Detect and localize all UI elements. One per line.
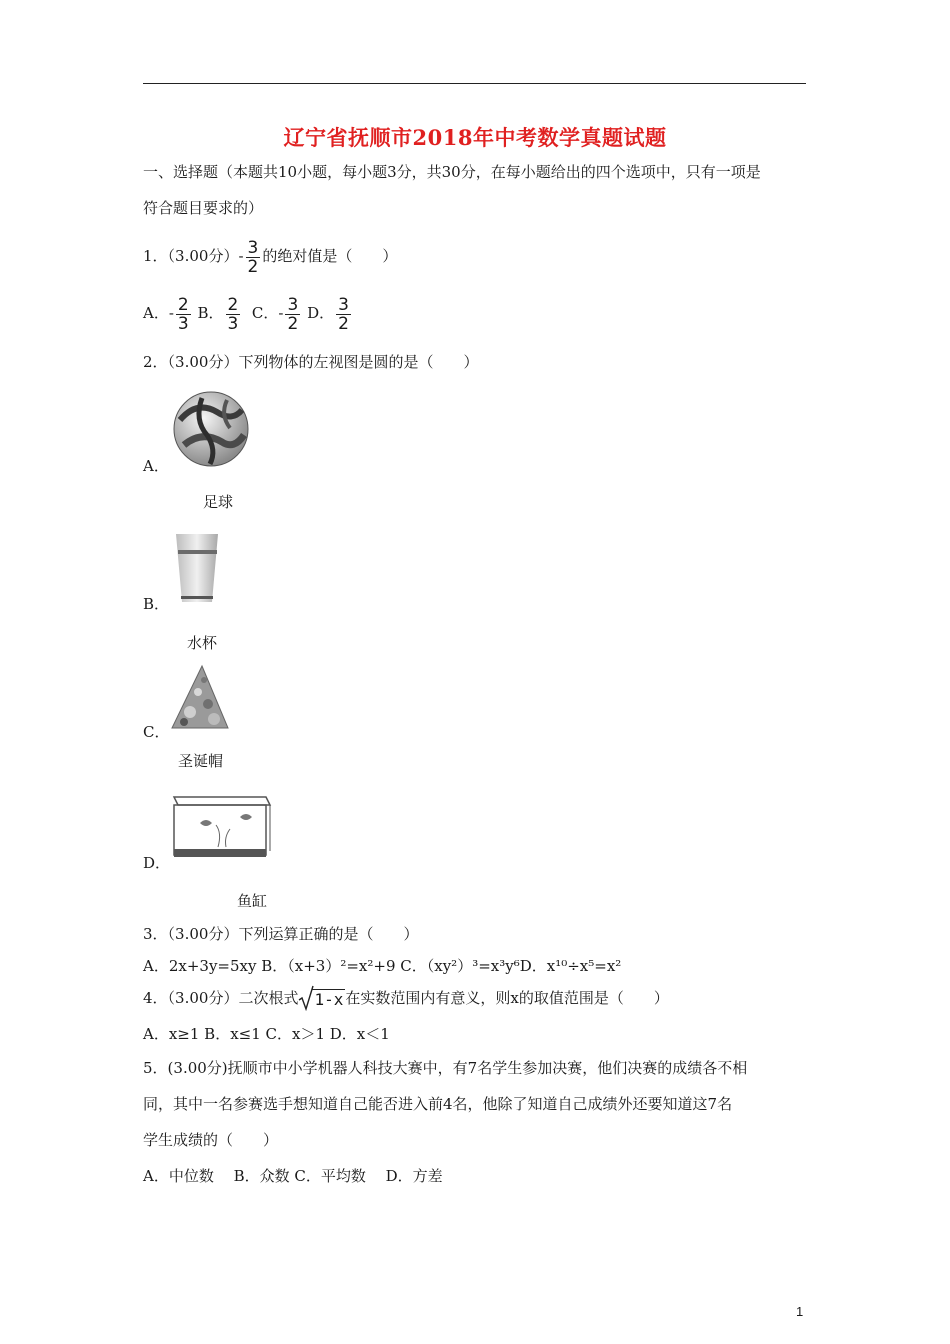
q1-option-d-fraction: $\frac{3}{2}$ — [338, 294, 349, 334]
question-3-options: A．2x+3y=5xy B．（x+3）²=x²+9 C．（xy²）³=x³y⁶D．x¹⁰÷x⁵=x² — [143, 957, 622, 975]
q1-prefix: 1．（3.00分）- — [143, 247, 244, 265]
q2-option-b-label: B． — [143, 595, 170, 613]
q4-suffix: 在实数范围内有意义，则x的取值范围是（ ） — [345, 989, 669, 1007]
q1-option-d-label: D． — [307, 304, 335, 322]
question-4-options: A．x≥1 B．x≤1 C．x＞1 D．x＜1 — [143, 1025, 390, 1043]
q4-prefix: 4．（3.00分）二次根式 — [143, 989, 299, 1007]
q2-option-a-caption: 足球 — [203, 493, 234, 511]
question-2: 2．（3.00分）下列物体的左视图是圆的是（ ） — [143, 353, 479, 371]
question-5-line1: 5．(3.00分)抚顺市中小学机器人科技大赛中，有7名学生参加决赛，他们决赛的成绩各不相 — [143, 1059, 748, 1077]
section-header-line1: 一、选择题（本题共10小题，每小题3分，共30分，在每小题给出的四个选项中，只有一项是 — [143, 163, 761, 181]
q2-option-b-caption: 水杯 — [187, 634, 218, 652]
q2-option-d-label: D． — [143, 854, 171, 872]
football-image — [172, 390, 250, 472]
q1-option-c-label: C．- — [251, 304, 284, 322]
q1-suffix: 的绝对值是（ ） — [262, 247, 398, 265]
q1-option-c-fraction: $\frac{3}{2}$ — [287, 294, 299, 334]
q1-option-a-label: A．- — [143, 304, 174, 322]
q2-option-c-label: C． — [143, 723, 170, 741]
question-1-options — [143, 295, 353, 333]
section-header-line2: 符合题目要求的） — [143, 199, 264, 217]
header-rule — [143, 83, 806, 84]
q1-option-a-fraction: $\frac{2}{3}$ — [177, 294, 189, 334]
fish-tank-image — [170, 793, 274, 865]
q1-option-b-fraction: $\frac{2}{3}$ — [227, 294, 239, 334]
christmas-hat-image — [170, 664, 230, 736]
q2-option-c-caption: 圣诞帽 — [178, 752, 224, 770]
q2-option-d-caption: 鱼缸 — [237, 892, 268, 910]
question-4 — [143, 988, 669, 1010]
question-3: 3．（3.00分）下列运算正确的是（ ） — [143, 925, 419, 943]
cup-image — [172, 528, 222, 612]
q1-option-b-label: B． — [197, 304, 224, 322]
q4-radical: 1-x — [298, 989, 345, 1010]
page-number: 1 — [796, 1304, 804, 1319]
q2-option-a-label: A． — [143, 457, 169, 475]
question-5-line2: 同，其中一名参赛选手想知道自己能否进入前4名，他除了知道自己成绩外还要知道这7名 — [143, 1095, 733, 1113]
page-title: 辽宁省抚顺市2018年中考数学真题试题 — [283, 125, 667, 150]
question-5-options: A．中位数 B．众数 C．平均数 D．方差 — [143, 1167, 443, 1185]
q1-fraction: $\frac{3}{2}$ — [247, 237, 259, 277]
question-1 — [143, 238, 397, 276]
question-5-line3: 学生成绩的（ ） — [143, 1131, 279, 1149]
